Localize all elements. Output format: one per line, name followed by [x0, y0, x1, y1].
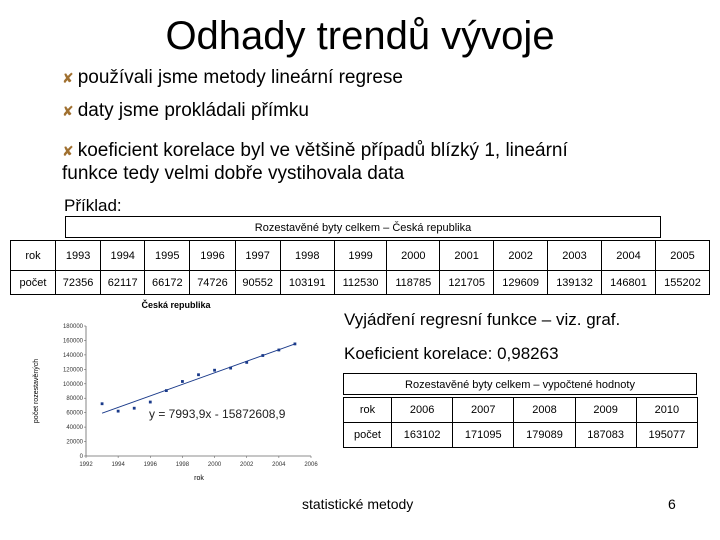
- regression-info: Vyjádření regresní funkce – viz. graf.: [344, 310, 621, 329]
- table2-count-cell: 171095: [453, 423, 514, 448]
- table2-year-cell: 2008: [514, 398, 575, 423]
- table1-row-years: [11, 241, 710, 271]
- table1-year-cell: 1997: [235, 241, 280, 271]
- y-tick-label: 80000: [66, 396, 83, 403]
- table1-count-cell: 66172: [145, 271, 190, 295]
- data-point: [117, 410, 120, 413]
- scatter-chart: [26, 296, 326, 488]
- y-tick-label: 40000: [66, 425, 83, 432]
- table2-year-cell: 2006: [392, 398, 453, 423]
- table1-year-cell: 1999: [334, 241, 387, 271]
- data-point: [294, 343, 297, 346]
- chart-ylabel: počet rozestavěných: [33, 358, 40, 424]
- table1-count-cell: 112530: [334, 271, 387, 295]
- y-tick-label: 140000: [62, 352, 83, 359]
- cross-bullet-icon: ✘: [62, 103, 74, 119]
- table2-year-cell: 2010: [636, 398, 697, 423]
- bullet-1: ✘ používali jsme metody lineární regrese: [62, 67, 403, 88]
- table1-row-label: rok: [11, 241, 56, 271]
- bullet-3: ✘ koeficient korelace byl ve většině případů blízký 1, lineární: [62, 140, 568, 161]
- y-tick-label: 0: [79, 454, 83, 460]
- x-tick-label: 1992: [79, 462, 93, 468]
- x-tick-label: 1998: [175, 462, 190, 468]
- bullet-3-continuation: funkce tedy velmi dobře vystihovala data: [62, 163, 405, 184]
- data-point: [261, 354, 264, 357]
- x-tick-label: 2006: [304, 462, 318, 468]
- table2-year-cell: 2007: [453, 398, 514, 423]
- y-tick-label: 20000: [66, 439, 83, 446]
- page-number: 6: [668, 496, 676, 512]
- data-point: [181, 380, 184, 383]
- data-point: [165, 389, 168, 392]
- table1-caption: Rozestavěné byty celkem – Česká republika: [254, 222, 472, 234]
- table1-row-label: počet: [11, 271, 56, 295]
- table1-count-cell: 72356: [56, 271, 101, 295]
- table1-year-cell: 1998: [280, 241, 334, 271]
- table2-caption: Rozestavěné byty celkem – vypočtené hodnoty: [405, 379, 635, 391]
- data-point: [149, 401, 152, 404]
- cross-bullet-icon: ✘: [62, 143, 74, 159]
- y-tick-label: 180000: [62, 324, 83, 330]
- table1-row-counts: [11, 271, 710, 295]
- footer-text: statistické metody: [302, 496, 414, 512]
- table1-count-cell: 74726: [190, 271, 235, 295]
- table1-year-cell: 1995: [145, 241, 190, 271]
- table1-count-cell: 139132: [548, 271, 602, 295]
- table2-count-cell: 163102: [392, 423, 453, 448]
- table1-year-cell: 2002: [494, 241, 548, 271]
- chart-title: Česká republika: [141, 300, 211, 310]
- trendline-equation: y = 7993,9x - 15872608,9: [149, 407, 286, 421]
- table1-year-cell: 2005: [655, 241, 709, 271]
- table2-row-label: počet: [344, 423, 392, 448]
- y-tick-label: 160000: [62, 338, 83, 345]
- table1-count-cell: 155202: [655, 271, 709, 295]
- table1-year-cell: 2004: [602, 241, 656, 271]
- table2-row-counts: [344, 423, 698, 448]
- table2-count-cell: 179089: [514, 423, 575, 448]
- table1-count-cell: 62117: [101, 271, 145, 295]
- data-point: [101, 402, 104, 405]
- bullet-2: ✘ daty jsme prokládali přímku: [62, 100, 309, 121]
- x-tick-label: 2000: [207, 462, 222, 468]
- table1-year-cell: 1993: [56, 241, 101, 271]
- table2-count-cell: 187083: [575, 423, 636, 448]
- slide-title: Odhady trendů vývoje: [165, 14, 555, 58]
- correlation-info: Koeficient korelace: 0,98263: [344, 344, 559, 363]
- table1-count-cell: 121705: [440, 271, 494, 295]
- table1-year-cell: 1996: [190, 241, 235, 271]
- data-point: [229, 367, 232, 370]
- data-point: [245, 361, 248, 364]
- table1-count-cell: 90552: [235, 271, 280, 295]
- table1-count-cell: 118785: [387, 271, 440, 295]
- table1: [10, 240, 710, 295]
- cross-bullet-icon: ✘: [62, 70, 74, 86]
- table1-year-cell: 1994: [101, 241, 145, 271]
- table1-count-cell: 129609: [494, 271, 548, 295]
- example-label: Příklad:: [64, 196, 122, 215]
- table2-count-cell: 195077: [636, 423, 697, 448]
- data-point: [197, 373, 200, 376]
- table1-year-cell: 2003: [548, 241, 602, 271]
- chart-xlabel: rok: [194, 475, 204, 482]
- table1-count-cell: 103191: [280, 271, 334, 295]
- table2-row-label: rok: [344, 398, 392, 423]
- x-tick-label: 2004: [272, 462, 286, 468]
- trendline: [102, 344, 295, 413]
- x-tick-label: 1994: [111, 462, 125, 468]
- table2: [343, 397, 698, 448]
- x-tick-label: 1996: [143, 462, 157, 468]
- y-tick-label: 120000: [62, 367, 83, 374]
- table2-year-cell: 2009: [575, 398, 636, 423]
- data-point: [277, 349, 280, 352]
- table1-count-cell: 146801: [602, 271, 656, 295]
- table2-row-years: [344, 398, 698, 423]
- table1-year-cell: 2001: [440, 241, 494, 271]
- y-tick-label: 100000: [62, 381, 83, 388]
- y-tick-label: 60000: [66, 410, 83, 417]
- data-point: [213, 369, 216, 372]
- x-tick-label: 2002: [240, 462, 254, 468]
- data-point: [133, 407, 136, 410]
- table1-year-cell: 2000: [387, 241, 440, 271]
